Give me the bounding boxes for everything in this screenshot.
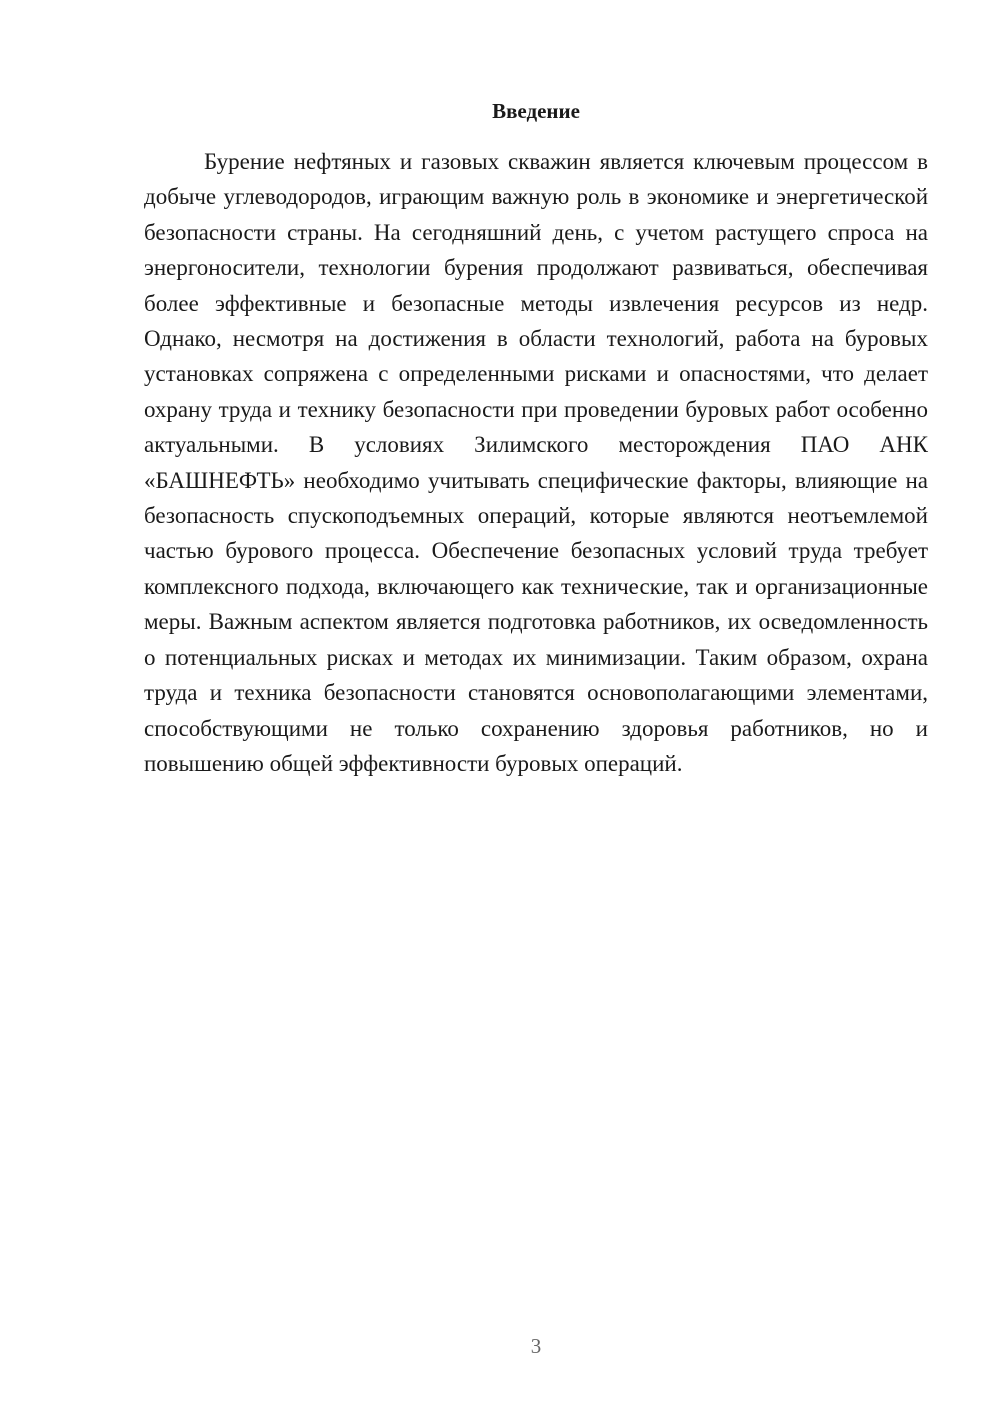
section-heading: Введение xyxy=(492,99,580,123)
introduction-paragraph: Бурение нефтяных и газовых скважин является ключевым процессом в добыче углеводородов, играющим важную роль в экономике и энергетической безопасности страны. На сегодняшний день, с учетом растущего спроса на энергоносители, технологии бурения продолжают развиваться, обеспечивая более эффективные и безопасные методы извлечения ресурсов из недр. Однако, несмотря на достижения в области технологий, работа на буровых установках сопряжена с определенными рисками и опасностями, что делает охрану труда и технику безопасности при проведении буровых работ особенно актуальными. В условиях Зилимского месторождения ПАО АНК «БАШНЕФТЬ» необходимо учитывать специфические факторы, влияющие на безопасность спускоподъемных операций, которые являются неотъемлемой частью бурового процесса. Обеспечение безопасных условий труда требует комплексного подхода, включающего как технические, так и организационные меры. Важным аспектом является подготовка работников, их осведомленность о потенциальных рисках и методах их минимизации. Таким образом, охрана труда и техника безопасности становятся основополагающими элементами, способствующими не только сохранению здоровья работников, но и повышению общей эффективности буровых операций. xyxy=(144,149,928,776)
page-number: 3 xyxy=(530,1334,542,1358)
